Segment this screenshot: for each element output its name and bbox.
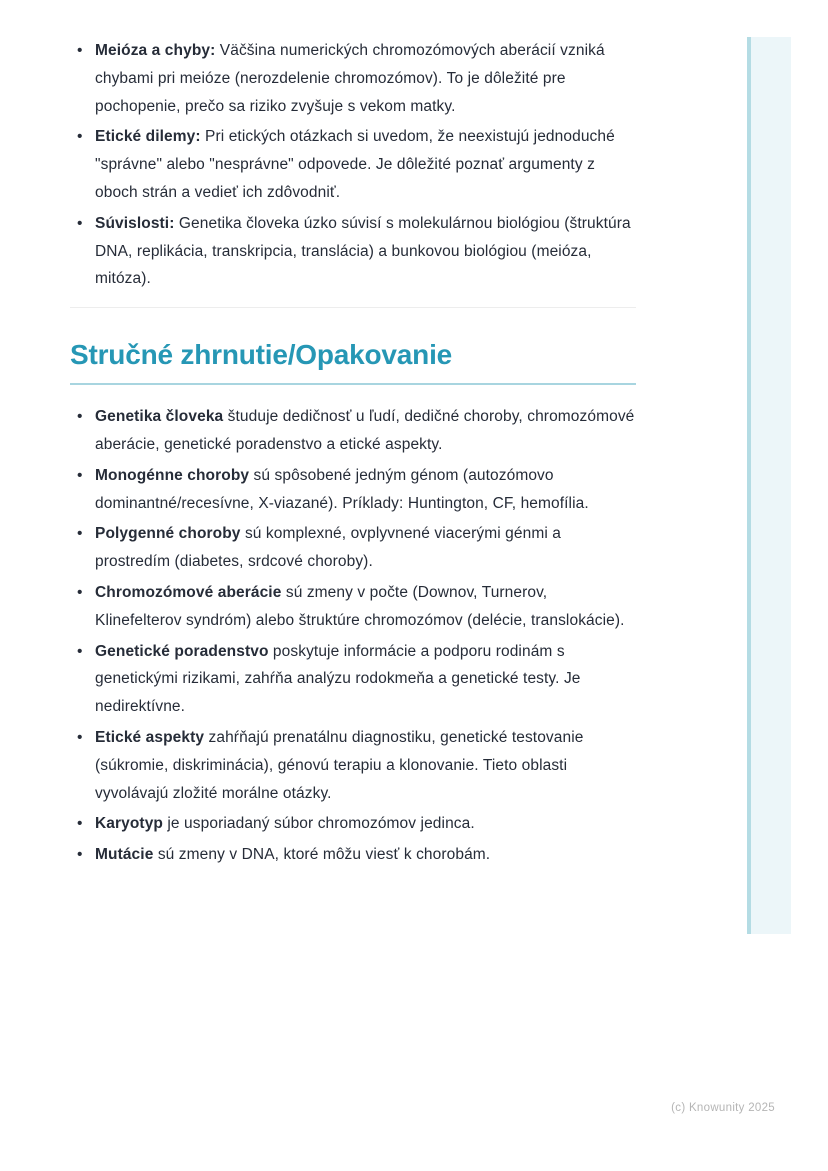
- item-text: sú spôsobené jedným génom (autozómovo dominantné/recesívne, X-viazané). Príklady: Huntington, CF, hemofília.: [95, 466, 589, 512]
- item-text: študuje dedičnosť u ľudí, dedičné choroby, chromozómové aberácie, genetické poradenstvo a etické aspekty.: [95, 408, 635, 453]
- term-bold: Polygenné choroby: [95, 525, 241, 543]
- term-bold: Genetické poradenstvo: [95, 642, 269, 660]
- list-item: [70, 724, 636, 807]
- list-item: [70, 520, 636, 576]
- section-divider: [70, 307, 636, 308]
- intro-list: [70, 37, 636, 293]
- term-bold: Etické dilemy:: [95, 128, 201, 146]
- footer-copyright: (c) Knowunity 2025: [671, 1102, 775, 1114]
- item-text: sú komplexné, ovplyvnené viacerými génmi a prostredím (diabetes, srdcové choroby).: [95, 525, 562, 571]
- item-text: Pri etických otázkach si uvedom, že neexistujú jednoduché "správne" alebo "nesprávne" odpovede. Je dôležité poznať argumenty z oboch strán a vedieť ich zdôvodniť.: [95, 128, 615, 201]
- list-item: [70, 123, 636, 206]
- item-text: zahŕňajú prenatálnu diagnostiku, genetické testovanie (súkromie, diskriminácia), génovú terapiu a klonovanie. Tieto oblasti vyvolávajú zložité morálne otázky.: [95, 728, 584, 802]
- term-bold: Etické aspekty: [95, 728, 205, 746]
- item-text: sú zmeny v počte (Downov, Turnerov, Klinefelterov syndróm) alebo štruktúre chromozómov (delécie, translokácie).: [95, 583, 625, 629]
- item-text: poskytuje informácie a podporu rodinám s genetickými rizikami, zahŕňa analýzu rodokmeňa a genetické testy. Je nedirektívne.: [95, 642, 581, 716]
- right-accent-bar: [747, 37, 791, 934]
- item-text: Genetika človeka úzko súvisí s molekulárnou biológiou (štruktúra DNA, replikácia, transkripcia, translácia) a bunkovou biológiou (meióza, mitóza).: [95, 214, 631, 288]
- term-bold: Monogénne choroby: [95, 466, 250, 484]
- list-item: [70, 841, 636, 869]
- term-bold: Genetika človeka: [95, 408, 224, 426]
- section-title: Stručné zhrnutie/Opakovanie: [70, 338, 636, 385]
- list-item: [70, 403, 636, 459]
- term-bold: Karyotyp: [95, 815, 163, 833]
- summary-list: [70, 403, 636, 869]
- list-item: [70, 462, 636, 518]
- page-content: [70, 37, 636, 872]
- term-bold: Mutácie: [95, 846, 154, 864]
- item-text: je usporiadaný súbor chromozómov jedinca.: [162, 815, 475, 833]
- item-text: sú zmeny v DNA, ktoré môžu viesť k chorobám.: [153, 846, 491, 864]
- list-item: [70, 37, 636, 120]
- term-bold: Meióza a chyby:: [95, 42, 216, 59]
- list-item: [70, 210, 636, 293]
- term-bold: Súvislosti:: [95, 214, 175, 232]
- item-text: Väčšina numerických chromozómových aberácií vzniká chybami pri meióze (nerozdelenie chromozómov). To je dôležité pre pochopenie, prečo sa riziko zvyšuje s vekom matky.: [95, 42, 605, 115]
- term-bold: Chromozómové aberácie: [95, 583, 282, 601]
- list-item: [70, 810, 636, 838]
- list-item: [70, 579, 636, 635]
- list-item: [70, 638, 636, 721]
